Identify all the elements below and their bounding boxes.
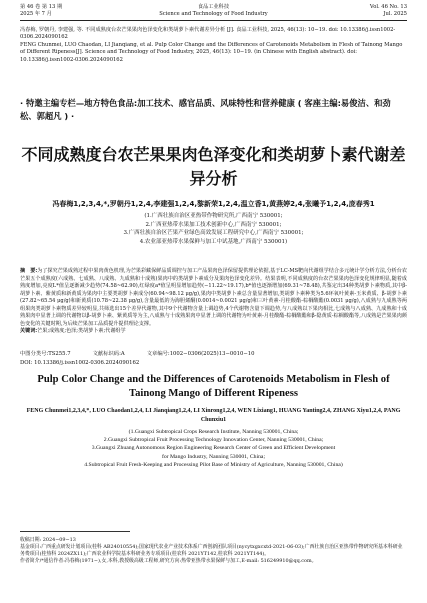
article-title-en: Pulp Color Change and the Differences of Carotenoids Metabolism in Flesh of Tainong Mango of Different Ripeness <box>37 374 390 399</box>
clc-number: 中图分类号:TS255.7 <box>20 351 71 357</box>
header-volume-en: Vol. 46 No. 13 <box>369 4 407 10</box>
citation-en: FENG Chunmei, LUO Chaodan, LI Jianqiang, et al. Pulp Color Change and the Differences of Carotenoids Metabolism in Flesh of Tainong Mango of Different Ripeness[J]. Science and Technology of Food Industry, 2025, 46(13): 10−19. (in Chinese with English abstract). doi: 10.13386/j.issn1002-0306.2024090162 <box>20 41 403 63</box>
header-date-en: Jul. 2025 <box>383 11 407 17</box>
header-journal-cn: 食品工业科技 <box>197 4 230 10</box>
affiliations-cn <box>20 212 407 246</box>
affiliation-cn-3: 3.广西壮族自治区芒果产业绿色高效发展工程研究中心,广西南宁 530001; <box>123 230 304 237</box>
affiliation-cn-2: 2.广西亚热带水果加工技术创新中心,广西南宁 530001; <box>145 221 282 228</box>
header-date-cn: 2025 年 7 月 <box>20 11 52 17</box>
footnote-divider <box>20 531 130 532</box>
header-left <box>20 4 115 18</box>
abstract-text: 为了探究芒果成熟过程中果肉黄色机理,为芒果彩藏保鲜品质调控与加工产品果肉色泽保留提供理论依据,基于LC-MS靶向代谢组学结合多元统计学分析方法,分析台农芒果五个成熟度(六成熟、七成熟、八成熟、九成熟和十成熟)果肉中的类胡萝卜素成分及果肉色泽变化差异。结果表明,不同成熟度的台农芒果果肉色泽变化规律明显,随着成熟度增加,亮度L*值呈逐渐减少趋势(74.58~62.90),红绿度a*值呈明显增加趋势(−11.22~19.17),b*值也逐渐增加(69.31~78.48),共鉴定出34种类胡萝卜素物质,其中β-胡萝卜素、紫黄质和新黄质为果肉中主要类胡萝卜素成分(60.94~98.12 μg/g),果肉中类胡萝卜素总含量显著增加,类胡萝卜素种类为5.6环氧叶黄素-玉米黄质、β-胡萝卜素(27.82~65.54 μg/g)和新黄质(10.78~22.38 μg/g),含量最低的为海胆烯酮(0.0014~0.0021 μg/g)和三叶黄素-月桂酸酯-棕榈酸酯(0.0031 μg/g),八成熟与九成熟等两组果肉类胡萝卜素物质差异较明显,共筛选出15个差异代谢物,其中9个代谢物含量上调趋势,4个代谢物含量下调趋势,与八成熟以下果肉相比,七成熟与八成熟、九成熟和十成熟果肉中显著上调的代谢物以β-胡萝卜素、紫黄质等为主,八成熟与十成熟果肉中显著上调的代谢物为叶黄素-月桂酸酯-棕榈酸酯和β-隐黄质-棕榈酸酯等,八成熟是芒果果肉颜色变化的关键时期,为后续芒果加工品质提升提供理论支撑。 <box>20 268 407 327</box>
footnote-author: 作者简介/*通信作者:冯春梅(1971−),女,本科,教授级高级工程师,研究方向:热带亚热带水果保鲜与加工,E-mail: 516249910@qq.com。 <box>20 557 317 564</box>
citation-block <box>20 27 407 64</box>
affiliation-en-3b: for Mango Industry, Nanning 530001, China; <box>161 453 266 460</box>
footnote-funding: 基金项目:广西重点研发计划项目(桂科 AB24010554);国家现代农业产业技术体系广西创新团队项目(nycytxgxcxtd-2021-06-03);广西壮族自治区亚热带作物研究所基本科研业务费项目(桂热科 2024ZX11);广西农业科学院基本科研业务专项项目(桂农科 2021YT142,桂农科 2021YT144)。 <box>20 543 403 557</box>
keywords-label: 关键词: <box>20 328 38 335</box>
article-number: 文章编号:1002−0306(2025)13−0010−10 <box>146 351 255 357</box>
special-issue-banner: · 特邀主编专栏—地方特色食品:加工技术、感官品质、风味特性和营养健康 ( 客座主编:易俊洁、和劲松、郭超凡 ) · <box>20 98 391 121</box>
affiliation-en-2: 2.Guangxi Subtropical Fruit Processing Technology Innovation Center, Nanning 530001, China; <box>103 437 324 444</box>
authors-cn: 冯春梅1,2,3,4,*,罗朝丹1,2,4,李建强1,2,4,黎新荣1,2,4,温立香1,黄燕婷2,4,张曦予1,2,4,庞春秀1 <box>52 200 375 208</box>
header-journal-en: Science and Technology of Food Industry <box>159 11 268 17</box>
footnote-received: 收稿日期: 2024−09−13 <box>20 537 76 543</box>
affiliation-cn-4: 4.农业部亚热带水果保鲜与加工中试基地,广西南宁 530001) <box>139 238 288 245</box>
abstract-cn <box>20 268 407 336</box>
abstract-label: 摘 要: <box>20 268 38 274</box>
authors-en: FENG Chunmei1,2,3,4,*, LUO Chaodan1,2,4, LI Jianqiang1,2,4, LI Xinrong1,2,4, WEN Lixiang1, HUANG Yanting2,4, ZHANG Xiyu1,2,4, PANG Chunxiu1 <box>26 408 401 423</box>
doi-line: DOI: 10.13386/j.issn1002-0306.2024090162 <box>20 360 140 366</box>
affiliation-cn-1: (1.广西壮族自治区亚热带作物研究所,广西南宁 530001; <box>144 213 283 219</box>
affiliation-en-3: 3.Guangxi Zhuang Autonomous Region Engineering Research Center of Green and Efficient Development <box>91 445 336 452</box>
article-title-cn: 不同成熟度台农芒果果肉色泽变化和类胡萝卜素代谢差异分析 <box>21 145 406 188</box>
header-right <box>312 4 407 18</box>
affiliations-en <box>20 428 407 469</box>
affiliation-en-4: 4.Subtropical Fruit Fresh-Keeping and Processing Pilot Base of Ministry of Agriculture, Nanning 530001, China) <box>84 461 343 468</box>
header-divider <box>20 20 407 21</box>
citation-cn: 冯春梅, 罗朝丹, 李建强, 等. 不同成熟度台农芒果果肉色泽变化和类胡萝卜素代谢差异分析 [J]. 食品工业科技, 2025, 46(13): 10−19. doi: 10.13386/j.issn1002-0306.2024090162 <box>20 27 396 41</box>
classification-line <box>20 351 407 358</box>
header-center <box>115 4 312 18</box>
footnotes <box>20 537 407 565</box>
header-volume-cn: 第 46 卷 第 13 期 <box>20 4 63 10</box>
keywords-text: 芒果;成熟度;色泽;类胡萝卜素;代谢组学 <box>37 328 126 335</box>
affiliation-en-1: (1.Guangxi Subtropical Crops Research Institute, Nanning 530001, China; <box>128 429 299 435</box>
document-code: 文献标识码:A <box>92 351 125 357</box>
